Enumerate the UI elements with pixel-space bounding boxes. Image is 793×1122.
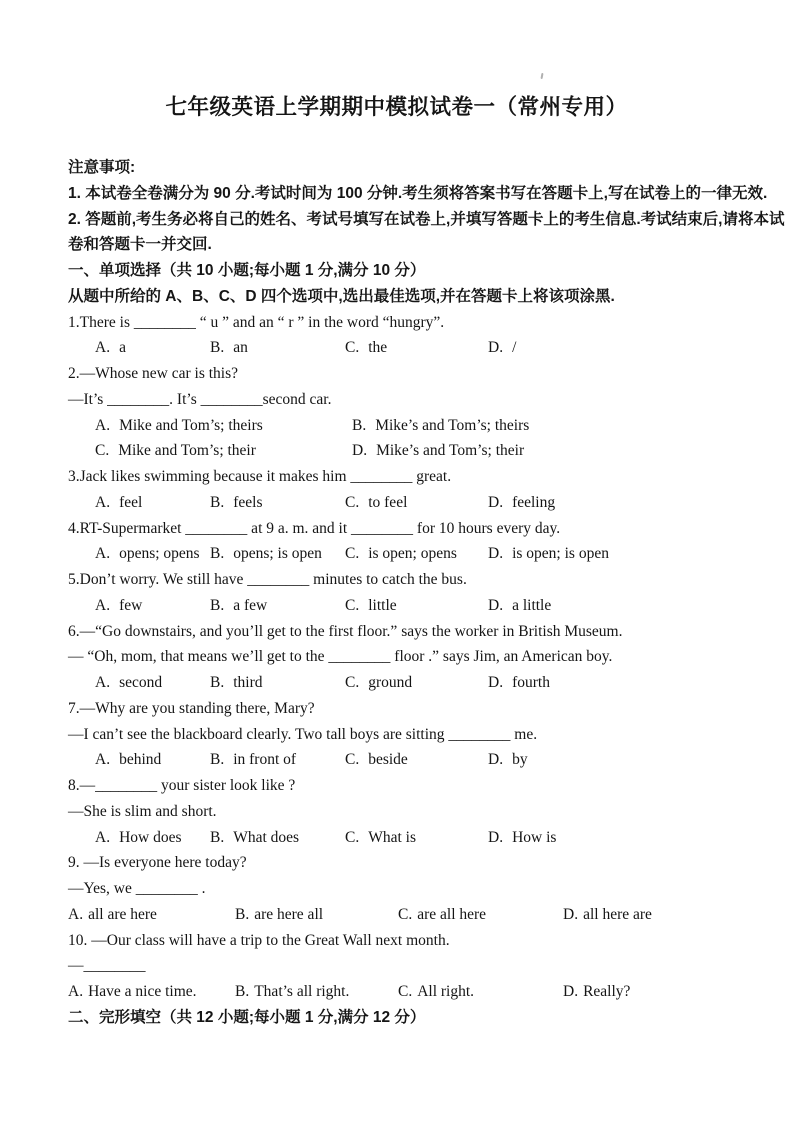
- option-d: D. all here are: [563, 905, 652, 923]
- section-1-heading: 一、单项选择（共 10 小题;每小题 1 分,满分 10 分）: [68, 262, 426, 279]
- option-d: D. fourth: [488, 674, 550, 691]
- option-c: C. Mike and Tom’s; their: [95, 442, 256, 460]
- question-3-options: [68, 490, 730, 516]
- exam-body: [68, 155, 785, 1031]
- option-c: C. beside: [345, 751, 408, 769]
- option-b: B. are here all: [235, 905, 324, 923]
- question-4-options: [68, 541, 730, 567]
- notice-line-2-cont: 卷和答题卡一并交回.: [68, 236, 212, 254]
- notices-heading: 注意事项:: [68, 159, 136, 176]
- option-c: C. ground: [345, 674, 413, 691]
- question-7-stem2: —I can’t see the blackboard clearly. Two tall boys are sitting ________ me.: [68, 725, 538, 743]
- option-b: B. third: [210, 674, 263, 691]
- question-9-stem2: —Yes, we ________ .: [68, 880, 206, 897]
- option-a: A. feel: [95, 493, 143, 511]
- option-c: C. the: [345, 339, 388, 357]
- option-b: B. Mike’s and Tom’s; theirs: [352, 416, 530, 434]
- notice-line-2: 2. 答题前,考生务必将自己的姓名、考试号填写在试卷上,并填写答题卡上的考生信息.考试结束后,请将本试: [68, 210, 785, 228]
- question-8-stem2: —She is slim and short.: [68, 802, 217, 820]
- option-b: B. What does: [210, 828, 300, 846]
- question-4-stem: 4.RT-Supermarket ________ at 9 a. m. and it ________ for 10 hours every day.: [68, 519, 561, 537]
- question-10-stem2: —________: [68, 957, 146, 975]
- option-b: B. feels: [210, 493, 263, 511]
- option-a: A. few: [95, 596, 143, 614]
- question-5-options: [68, 593, 730, 619]
- question-2-options-ab: [68, 413, 730, 439]
- question-2-stem: 2.—Whose new car is this?: [68, 365, 239, 382]
- option-d: D. Mike’s and Tom’s; their: [352, 442, 525, 460]
- option-a: A. Have a nice time.: [68, 983, 197, 1000]
- option-a: A. How does: [95, 828, 182, 846]
- option-d: D. by: [488, 751, 528, 769]
- question-5-stem: 5.Don’t worry. We still have ________ minutes to catch the bus.: [68, 571, 467, 588]
- page-title: 七年级英语上学期期中模拟试卷一（常州专用）: [165, 95, 628, 119]
- option-d: D. feeling: [488, 493, 556, 511]
- question-2-options-cd: [68, 438, 730, 464]
- option-d: D. Really?: [563, 983, 631, 1000]
- option-a: A. a: [95, 339, 126, 357]
- question-8-stem: 8.—________ your sister look like ?: [68, 777, 296, 794]
- option-a: A. second: [95, 674, 163, 691]
- option-a: A. behind: [95, 751, 162, 769]
- option-b: B. opens; is open: [210, 545, 322, 563]
- question-9-stem: 9. —Is everyone here today?: [68, 854, 247, 872]
- question-10-stem: 10. —Our class will have a trip to the Great Wall next month.: [68, 931, 450, 949]
- option-d: D. How is: [488, 828, 557, 846]
- question-7-options: [68, 747, 730, 773]
- option-b: B. That’s all right.: [235, 983, 350, 1000]
- option-b: B. an: [210, 339, 248, 357]
- question-9-options: [68, 902, 730, 928]
- option-a: A. all are here: [68, 905, 157, 923]
- option-b: B. a few: [210, 596, 268, 614]
- question-1-stem: 1.There is ________ “ u ” and an “ r ” in the word “hungry”.: [68, 313, 445, 331]
- question-6-stem: 6.—“Go downstairs, and you’ll get to the first floor.” says the worker in British Museum.: [68, 622, 623, 640]
- section-1-instruction: 从题中所给的 A、B、C、D 四个选项中,选出最佳选项,并在答题卡上将该项涂黑.: [68, 287, 615, 305]
- question-1-options: [68, 335, 730, 361]
- question-6-stem2: — “Oh, mom, that means we’ll get to the ________ floor .” says Jim, an American boy.: [68, 648, 613, 666]
- option-c: C. is open; opens: [345, 545, 457, 563]
- option-c: C. What is: [345, 828, 416, 846]
- option-d: D. is open; is open: [488, 545, 609, 563]
- question-10-options: [68, 979, 730, 1005]
- option-c: C. little: [345, 596, 397, 614]
- option-a: A. Mike and Tom’s; theirs: [95, 416, 263, 434]
- option-d: D. a little: [488, 596, 552, 614]
- scan-artifact: [540, 73, 543, 79]
- question-7-stem: 7.—Why are you standing there, Mary?: [68, 699, 315, 717]
- option-c: C. All right.: [398, 983, 475, 1000]
- section-2-heading: 二、完形填空（共 12 小题;每小题 1 分,满分 12 分）: [68, 1008, 426, 1026]
- notice-line-1: 1. 本试卷全卷满分为 90 分.考试时间为 100 分钟.考生须将答案书写在答题卡上,写在试卷上的一律无效.: [68, 184, 768, 202]
- question-2-stem2: —It’s ________. It’s ________second car.: [68, 390, 332, 408]
- option-c: C. are all here: [398, 905, 487, 923]
- option-b: B. in front of: [210, 751, 297, 769]
- question-8-options: [68, 825, 730, 851]
- option-a: A. opens; opens: [95, 545, 200, 563]
- option-c: C. to feel: [345, 493, 408, 511]
- question-3-stem: 3.Jack likes swimming because it makes him ________ great.: [68, 468, 452, 485]
- option-d: D. /: [488, 339, 517, 357]
- question-6-options: [68, 670, 730, 696]
